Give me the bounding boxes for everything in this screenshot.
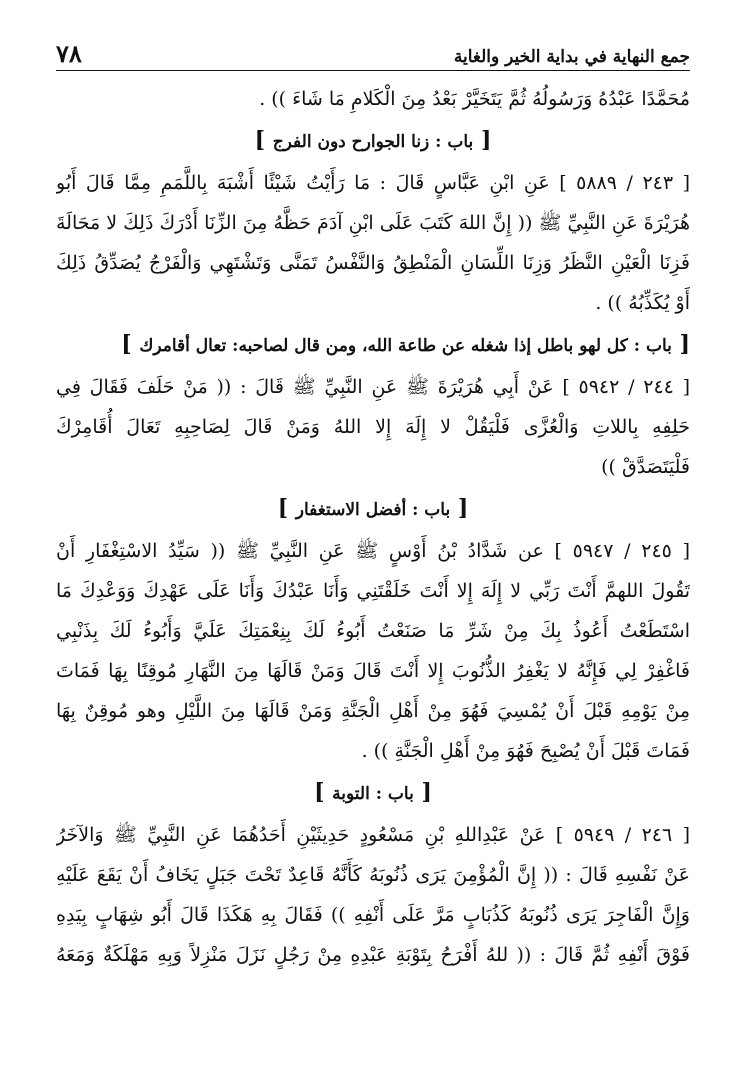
text-line: فَلْيَتَصَدَّقْ )) [601,456,690,478]
text-line: عَنْ نَفْسِهِ قَالَ : (( إِنَّ الْمُؤْمِنَ يَرَى ذُنُوبَهُ كَأَنَّهُ قَاعِدٌ تَحْتَ جَبَلٍ يَخَافُ أَنْ يَقَعَ عَلَيْهِ [56,864,690,886]
chapter-heading: [ باب : زنا الجوارح دون الفرج ] [254,127,492,153]
text-line: [ ٢٤٤ / ٥٩٤٢ ] عَنْ أَبِي هُرَيْرَةَ ﷺ عَنِ النَّبِيِّ ﷺ قَالَ : (( مَنْ حَلَفَ فَقَالَ فِي [56,376,690,398]
chapter-heading: [ باب : التوبة ] [314,779,432,805]
text-line: [ ٢٤٣ / ٥٨٨٩ ] عَنِ ابْنِ عَبَّاسٍ قَالَ : مَا رَأَيْتُ شَيْئًا أَشْبَهَ بِاللَّمَمِ مِمَّا قَالَ أَبُو [56,172,690,194]
header-rule [56,70,690,71]
chapter-heading-text: باب : التوبة [332,784,414,804]
text-line: أَوْ يُكَذِّبُهُ )) . [595,292,690,314]
chapter-heading: [ باب : أفضل الاستغفار ] [277,495,469,521]
page-body [56,79,690,975]
text-line: [ ٢٤٦ / ٥٩٤٩ ] عَنْ عَبْدِاللهِ بْنِ مَسْعُودٍ حَدِيثَيْنِ أَحَدُهُمَا عَنِ النَّبِيِّ ﷺ وَالآخَرُ [56,824,690,846]
text-line: مِنْ يَوْمِهِ قَبْلَ أَنْ يُمْسِيَ فَهُوَ مِنْ أَهْلِ الْجَنَّةِ وَمَنْ قَالَهَا مِنَ اللَّيْلِ وهو مُوقِنٌ بِهَا [56,700,690,722]
text-line: مُحَمَّدًا عَبْدُهُ وَرَسُولُهُ ثُمَّ يَتَخَيَّرْ بَعْدُ مِنَ الْكَلامِ مَا شَاءَ )) . [259,88,690,110]
page-number: ٧٨ [56,39,82,68]
running-head [56,18,690,66]
text-line: فَزِنَا الْعَيْنِ النَّظَرُ وَزِنَا اللِّسَانِ الْمَنْطِقُ وَالنَّفْسُ تَمَنَّى وَتَشْتَهِي وَالْفَرْجُ يُصَدِّقُ ذَلِكَ [56,252,690,274]
text-line: هُرَيْرَةَ عَنِ النَّبِيِّ ﷺ (( إِنَّ اللهَ كَتَبَ عَلَى ابْنِ آدَمَ حَظَّهُ مِنَ الزِّنَا أَدْرَكَ ذَلِكَ لا مَحَالَةَ [56,212,690,234]
text-line: وَإِنَّ الْفَاجِرَ يَرَى ذُنُوبَهُ كَذُبَابٍ مَرَّ عَلَى أَنْفِهِ )) فَقَالَ بِهِ هَكَذَا قَالَ أَبُو شِهَابٍ بِيَدِهِ [56,904,690,926]
chapter-heading-text: باب : كل لهو باطل إذا شغله عن طاعة الله، ومن قال لصاحبه: تعال أقامرك [139,336,672,356]
text-line: فَمَاتَ قَبْلَ أَنْ يُصْبِحَ فَهُوَ مِنْ أَهْلِ الْجَنَّةِ )) . [361,740,690,762]
chapter-heading: [ باب : كل لهو باطل إذا شغله عن طاعة الله، ومن قال لصاحبه: تعال أقامرك ] [121,331,690,357]
text-line: تَقُولَ اللهمَّ أَنْتَ رَبِّي لا إِلَهَ إِلا أَنْتَ خَلَقْتَنِي وَأَنَا عَبْدُكَ وَأَنَا عَلَى عَهْدِكَ وَوَعْدِكَ مَا [56,580,690,602]
text-line: [ ٢٤٥ / ٥٩٤٧ ] عن شَدَّادُ بْنُ أَوْسٍ ﷺ عَنِ النَّبِيِّ ﷺ (( سَيِّدُ الاسْتِغْفَارِ أَنْ [56,540,690,562]
chapter-heading-text: باب : زنا الجوارح دون الفرج [272,132,474,152]
text-line: حَلِفِهِ بِاللاتِ وَالْعُزَّى فَلْيَقُلْ لا إِلَهَ إِلا اللهُ وَمَنْ قَالَ لِصَاحِبِهِ تَعَالَ أُقَامِرْكَ [56,416,690,438]
book-title: جمع النهاية في بداية الخير والغاية [453,47,690,67]
text-line: اسْتَطَعْتُ أَعُوذُ بِكَ مِنْ شَرِّ مَا صَنَعْتُ أَبُوءُ لَكَ بِنِعْمَتِكَ عَلَيَّ وَأَبُوءُ لَكَ بِذَنْبِي [56,620,690,642]
text-line: فَاغْفِرْ لِي فَإِنَّهُ لا يَغْفِرُ الذُّنُوبَ إِلا أَنْتَ قَالَ وَمَنْ قَالَهَا مِنَ النَّهَارِ مُوقِنًا بِهَا فَمَاتَ [56,660,690,682]
chapter-heading-text: باب : أفضل الاستغفار [295,500,451,520]
text-line: فَوْقَ أَنْفِهِ ثُمَّ قَالَ : (( للهُ أَفْرَحُ بِتَوْبَةِ عَبْدِهِ مِنْ رَجُلٍ نَزَلَ مَنْزِلاً وَبِهِ مَهْلَكَةٌ وَمَعَهُ [56,944,690,966]
